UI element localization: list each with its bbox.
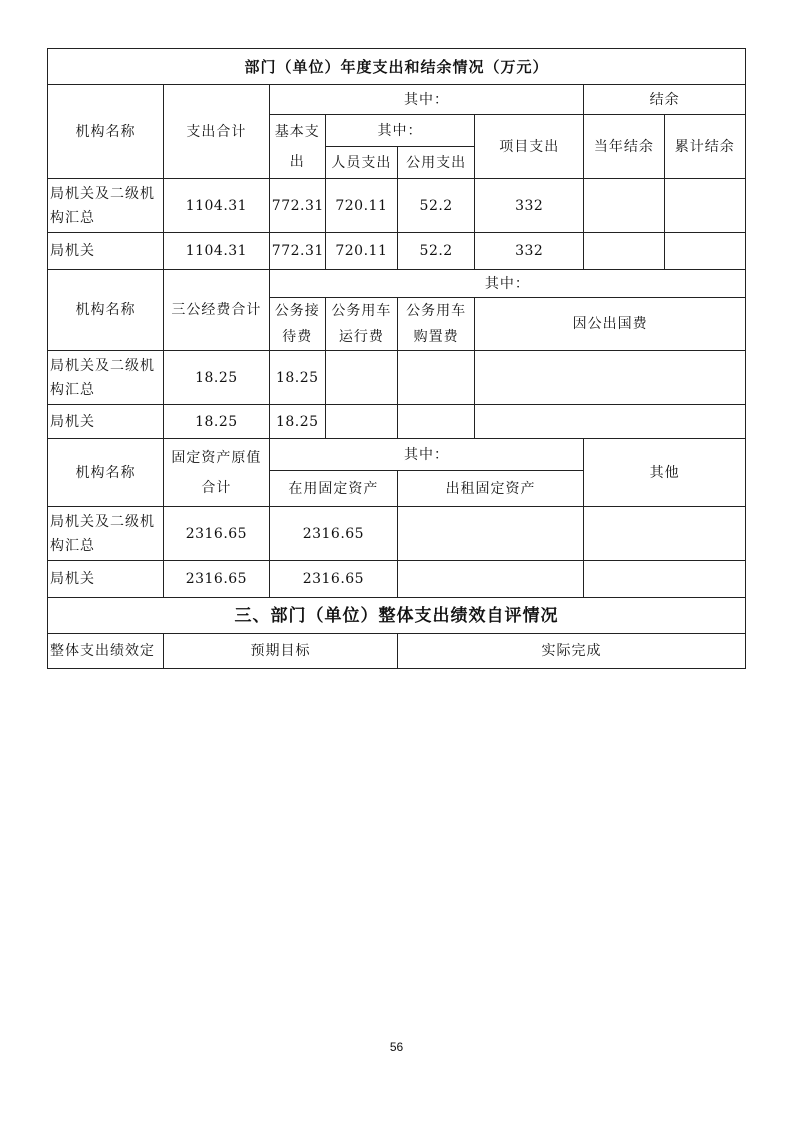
total-value: 18.25 [163,351,269,405]
table-title: 部门（单位）年度支出和结余情况（万元） [48,49,746,85]
report-sheet [47,48,746,669]
table-row [48,507,746,561]
header-org: 机构名称 [48,439,164,507]
table-row [48,270,746,298]
header-among-sub: 其中： [325,115,475,147]
total-value: 1104.31 [163,179,269,233]
basic-value: 772.31 [269,179,325,233]
header-org: 机构名称 [48,270,164,351]
header-other: 其他 [584,439,746,507]
header-cum-balance: 累计结余 [664,115,745,179]
org-name: 局机关及二级机构汇总 [48,507,164,561]
header-among: 其中： [269,270,745,298]
car-buy-value [397,351,474,405]
car-buy-value [397,405,474,439]
section-title-row [48,598,746,634]
car-run-value [325,405,397,439]
header-org: 机构名称 [48,85,164,179]
perf-actual-header: 实际完成 [397,634,745,669]
in-use-value: 2316.65 [269,507,397,561]
table-row [48,351,746,405]
perf-label: 整体支出绩效定 [48,634,164,669]
org-name: 局机关 [48,233,164,270]
abroad-value [475,405,746,439]
car-run-value [325,351,397,405]
table-row [48,439,746,471]
table-row [48,85,746,115]
reception-value: 18.25 [269,405,325,439]
reception-value: 18.25 [269,351,325,405]
org-name: 局机关 [48,405,164,439]
header-project: 项目支出 [475,115,584,179]
header-basic: 基本支出 [269,115,325,179]
project-value: 332 [475,233,584,270]
personnel-value: 720.11 [325,179,397,233]
section-title: 三、部门（单位）整体支出绩效自评情况 [48,598,746,634]
public-value: 52.2 [397,179,474,233]
header-three-public-total: 三公经费合计 [163,270,269,351]
header-among: 其中： [269,85,583,115]
leased-value [397,561,583,598]
other-value [584,507,746,561]
header-public: 公用支出 [397,147,474,179]
header-personnel: 人员支出 [325,147,397,179]
project-value: 332 [475,179,584,233]
year-balance-value [584,179,664,233]
total-value: 1104.31 [163,233,269,270]
table-row [48,561,746,598]
header-car-run: 公务用车运行费 [325,298,397,351]
leased-value [397,507,583,561]
table-row [48,233,746,270]
table-row [48,634,746,669]
header-abroad: 因公出国费 [475,298,746,351]
basic-value: 772.31 [269,233,325,270]
header-fixed-assets-total: 固定资产原值合计 [163,439,269,507]
header-reception: 公务接待费 [269,298,325,351]
total-value: 18.25 [163,405,269,439]
org-name: 局机关及二级机构汇总 [48,351,164,405]
org-name: 局机关及二级机构汇总 [48,179,164,233]
page-number: 56 [389,1040,404,1054]
personnel-value: 720.11 [325,233,397,270]
header-car-buy: 公务用车购置费 [397,298,474,351]
public-value: 52.2 [397,233,474,270]
expenditure-table [47,48,746,669]
abroad-value [475,351,746,405]
header-total-expenditure: 支出合计 [163,85,269,179]
year-balance-value [584,233,664,270]
header-among: 其中： [269,439,583,471]
org-name: 局机关 [48,561,164,598]
other-value [584,561,746,598]
in-use-value: 2316.65 [269,561,397,598]
header-in-use: 在用固定资产 [269,471,397,507]
cum-balance-value [664,233,745,270]
total-value: 2316.65 [163,507,269,561]
perf-target-header: 预期目标 [163,634,397,669]
table-title-row [48,49,746,85]
total-value: 2316.65 [163,561,269,598]
header-year-balance: 当年结余 [584,115,664,179]
table-row [48,405,746,439]
cum-balance-value [664,179,745,233]
header-leased: 出租固定资产 [397,471,583,507]
table-row [48,179,746,233]
header-balance: 结余 [584,85,746,115]
